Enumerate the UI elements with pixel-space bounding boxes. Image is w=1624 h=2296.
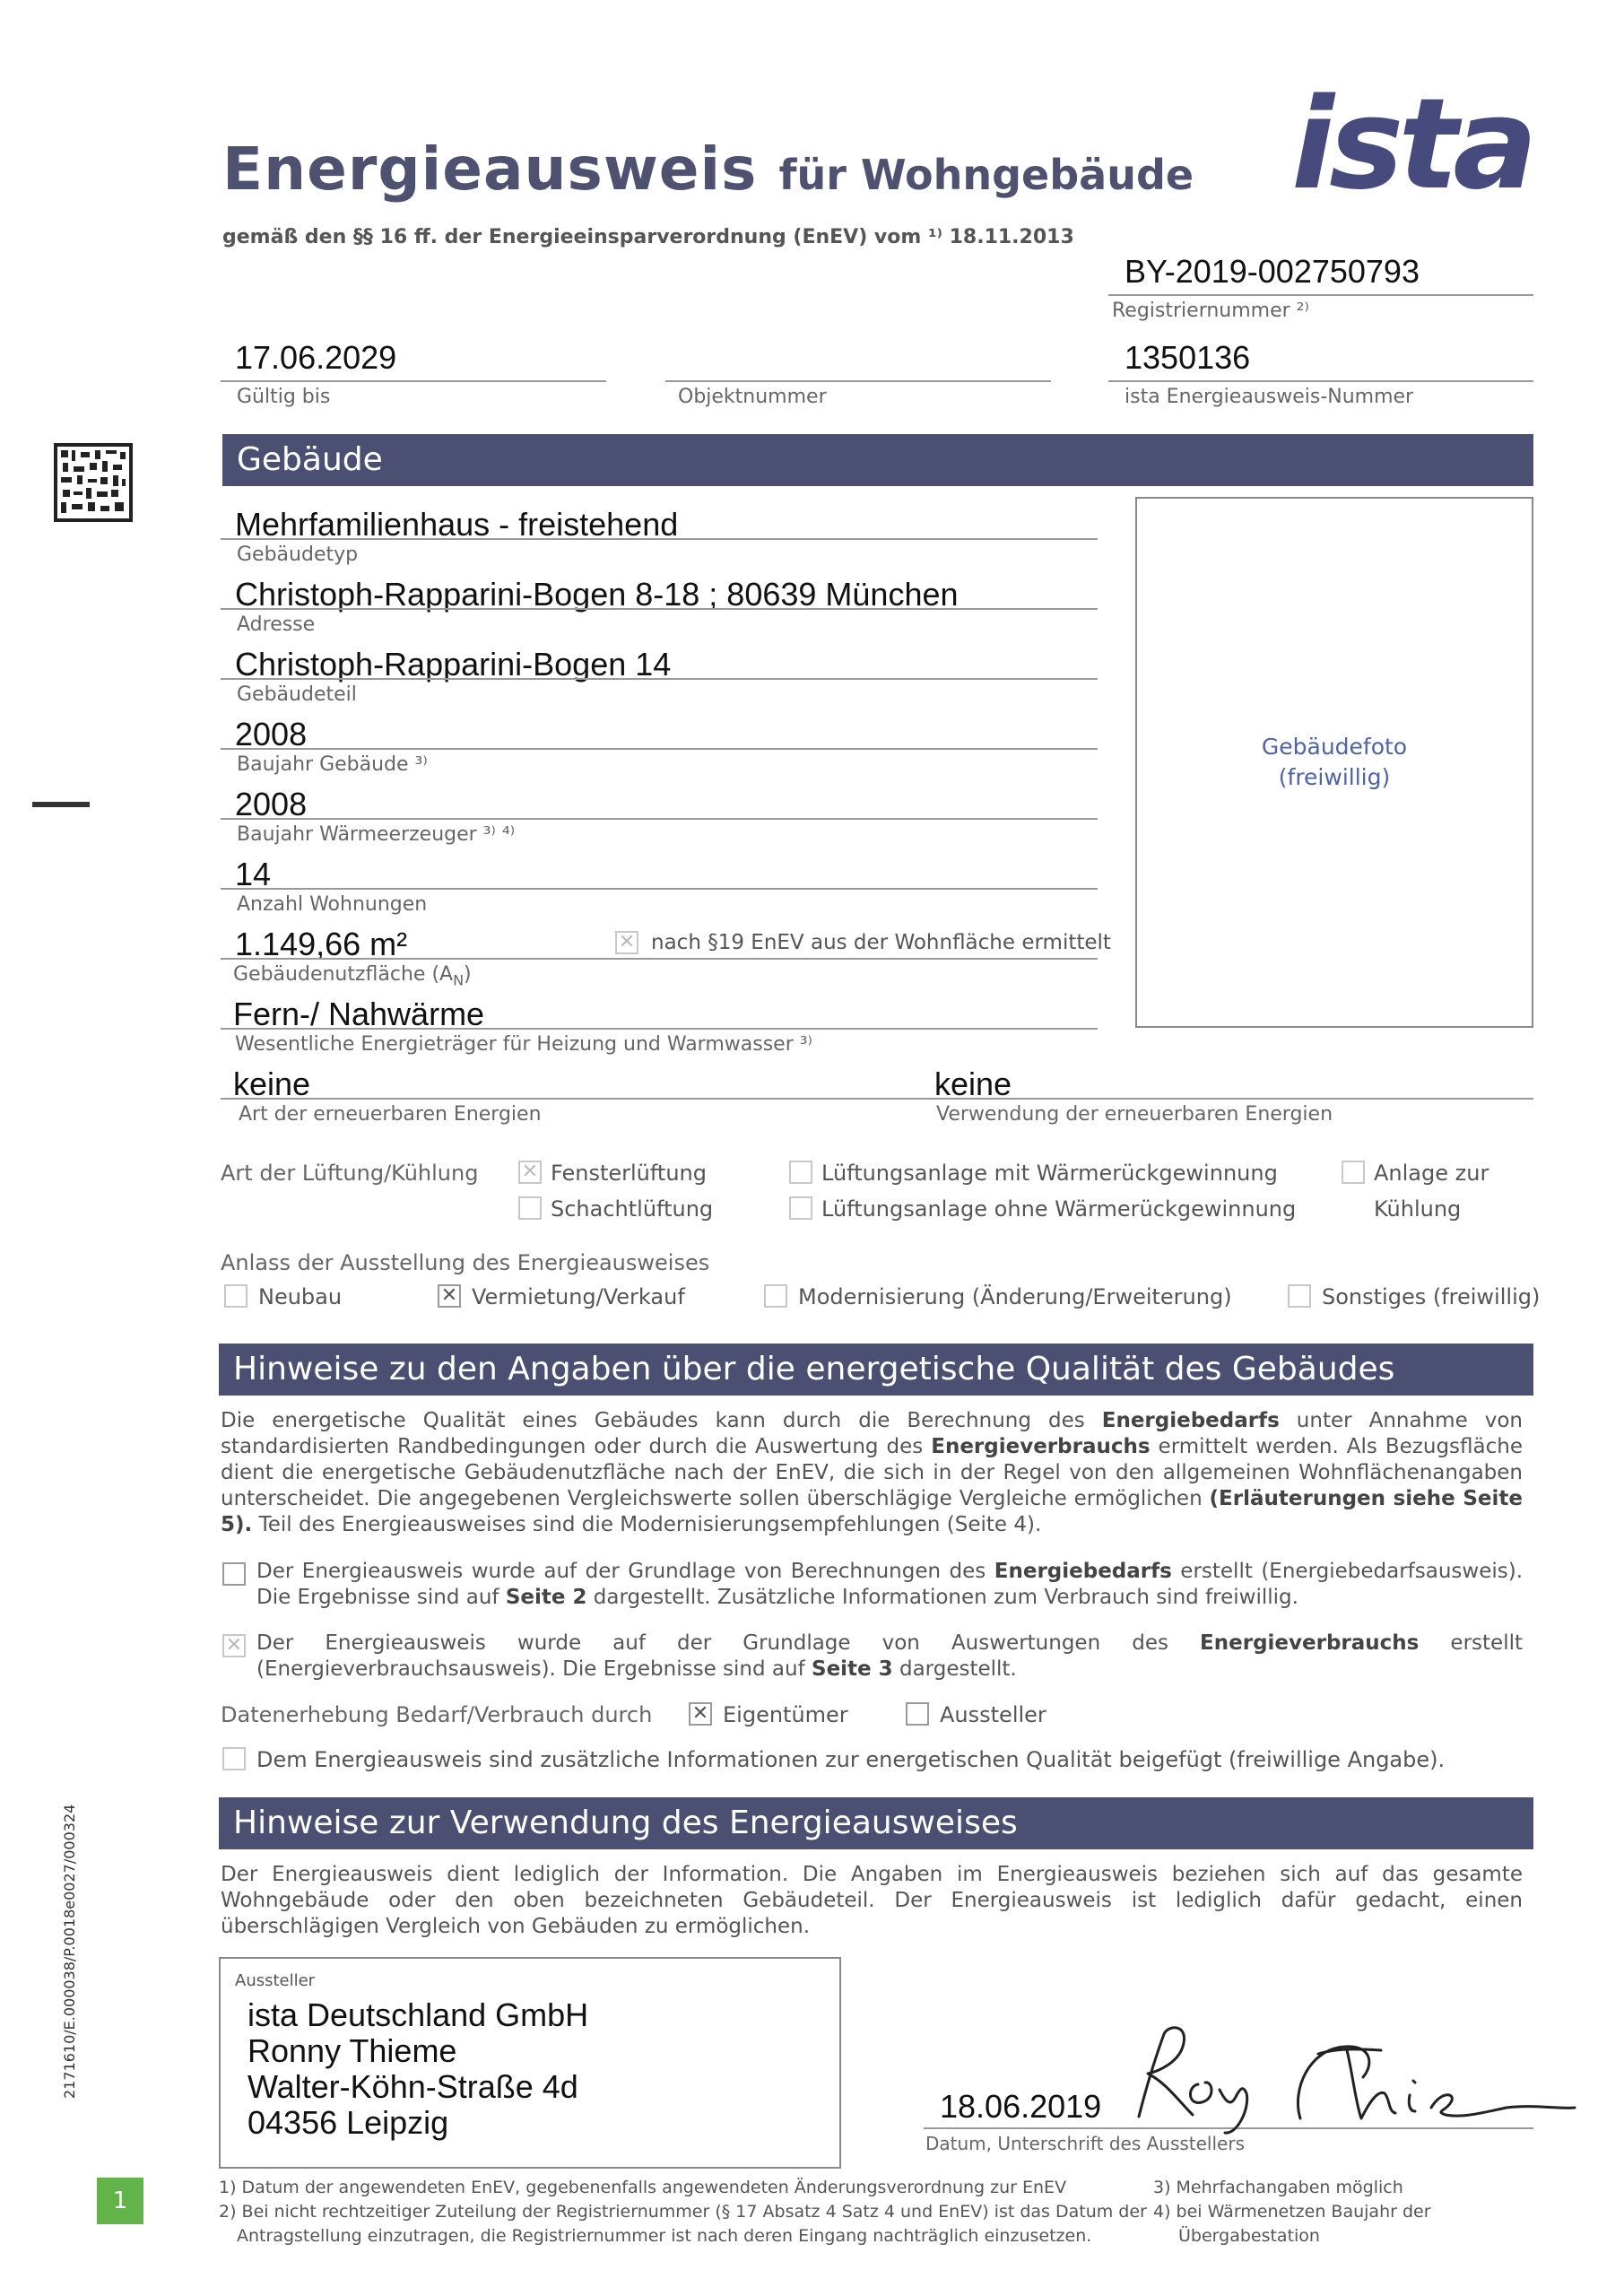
divider bbox=[221, 888, 1098, 890]
year-heater-label: Baujahr Wärmeerzeuger ³⁾ ⁴⁾ bbox=[237, 823, 516, 846]
modernisation-label: Modernisierung (Änderung/Erweiterung) bbox=[798, 1284, 1232, 1309]
registration-label: Registriernummer ²⁾ bbox=[1112, 300, 1309, 322]
apartment-count-label: Anzahl Wohnungen bbox=[237, 893, 428, 916]
divider bbox=[221, 380, 606, 382]
renewable-type-label: Art der erneuerbaren Energien bbox=[239, 1103, 542, 1126]
divider bbox=[1108, 380, 1533, 382]
document-title: Energieausweis für Wohngebäude bbox=[222, 135, 1194, 204]
divider bbox=[221, 818, 1098, 820]
checkbox-modernisation[interactable] bbox=[764, 1284, 787, 1308]
checkbox-shaft-ventilation[interactable] bbox=[518, 1196, 542, 1220]
checkbox-cooling[interactable] bbox=[1342, 1161, 1365, 1184]
demand-certificate-text: Der Energieausweis wurde auf der Grundlage von Berechnungen des Energiebedarfs erstellt (Energiebedarfsausweis). Die Ergebnisse sind auf Seite 2 dargestellt. Zusätzliche Informationen zum Verbrauch sind freiwillig. bbox=[256, 1560, 1524, 1609]
footnote-1: 1) Datum der angewendeten EnEV, gegebenenfalls angewendeten Änderungsverordnung zur EnEV bbox=[219, 2178, 1067, 2197]
issuer-box-label: Aussteller bbox=[235, 1971, 316, 1990]
year-built: 2008 bbox=[235, 716, 308, 752]
building-type-label: Gebäudetyp bbox=[237, 544, 359, 566]
shaft-ventilation-label: Schachtlüftung bbox=[551, 1196, 714, 1222]
renewable-use: keine bbox=[934, 1065, 1012, 1102]
renewable-use-label: Verwendung der erneuerbaren Energien bbox=[936, 1103, 1333, 1126]
year-heater: 2008 bbox=[235, 786, 308, 822]
law-reference: gemäß den §§ 16 ff. der Energieeinsparverordnung (EnEV) vom ¹⁾ 18.11.2013 bbox=[222, 226, 1074, 248]
document-title-suffix: für Wohngebäude bbox=[778, 151, 1194, 199]
owner-label: Eigentümer bbox=[723, 1702, 848, 1727]
divider bbox=[221, 678, 1098, 680]
divider bbox=[665, 380, 1051, 382]
building-part: Christoph-Rapparini-Bogen 14 bbox=[235, 646, 672, 683]
registration-number: BY-2019-002750793 bbox=[1125, 253, 1420, 290]
cooling-label-1: Anlage zur bbox=[1374, 1161, 1489, 1186]
checkbox-ventilation-without-recovery[interactable] bbox=[789, 1196, 812, 1220]
issue-date: 18.06.2019 bbox=[940, 2088, 1102, 2125]
signature-icon bbox=[1112, 2018, 1578, 2144]
area-checkbox[interactable]: ✕ bbox=[615, 931, 638, 954]
ventilation-label: Art der Lüftung/Kühlung bbox=[221, 1161, 479, 1186]
building-address-label: Adresse bbox=[237, 613, 316, 636]
building-address: Christoph-Rapparini-Bogen 8-18 ; 80639 München bbox=[235, 576, 959, 613]
checkbox-issuer[interactable] bbox=[906, 1702, 929, 1726]
apartment-count: 14 bbox=[235, 856, 272, 892]
other-label: Sonstiges (freiwillig) bbox=[1322, 1284, 1541, 1309]
checkbox-rent-sale[interactable]: ✕ bbox=[438, 1284, 461, 1308]
object-number-label: Objektnummer bbox=[678, 386, 827, 408]
divider bbox=[221, 608, 1098, 610]
divider bbox=[221, 958, 1098, 960]
energy-carrier-label: Wesentliche Energieträger für Heizung und Warmwasser ³⁾ bbox=[235, 1033, 812, 1056]
new-building-label: Neubau bbox=[258, 1284, 343, 1309]
consumption-certificate-text: Der Energieausweis wurde auf der Grundlage von Auswertungen des Energieverbrauchs erstellt (Energieverbrauchsausweis). Die Ergebnisse sind auf Seite 3 dargestellt. bbox=[256, 1631, 1523, 1681]
divider bbox=[221, 1098, 1533, 1100]
section-header-usage: Hinweise zur Verwendung des Energieausweises bbox=[219, 1797, 1533, 1849]
rent-sale-label: Vermietung/Verkauf bbox=[472, 1284, 685, 1309]
checkbox-window-ventilation[interactable]: ✕ bbox=[518, 1161, 542, 1184]
checkbox-owner[interactable]: ✕ bbox=[689, 1702, 712, 1726]
energy-carrier: Fern-/ Nahwärme bbox=[233, 996, 485, 1032]
checkbox-extra-info[interactable] bbox=[222, 1747, 246, 1770]
footnote-4a: 4) bei Wärmenetzen Baujahr der bbox=[1153, 2202, 1431, 2222]
building-part-label: Gebäudeteil bbox=[237, 683, 357, 706]
ista-logo: ista bbox=[1291, 72, 1533, 218]
footnote-2a: 2) Bei nicht rechtzeitiger Zuteilung der Registriernummer (§ 17 Absatz 4 Satz 4 und EnEV) ist das Datum der bbox=[219, 2202, 1147, 2222]
page-number-badge: 1 bbox=[97, 2178, 143, 2224]
footnote-2b: Antragstellung einzutragen, die Registriernummer ist nach deren Eingang nachträglich einzusetzen. bbox=[237, 2226, 1092, 2246]
footnote-4b: Übergabestation bbox=[1178, 2226, 1320, 2246]
scan-mark bbox=[32, 802, 90, 807]
notes-intro-paragraph: Die energetische Qualität eines Gebäudes kann durch die Berechnung des Energiebedarfs unter Annahme von standardisierten Randbedingungen oder durch die Auswertung des Energieverbrauchs ermittelt werden. Als Bezugsfläche dient die energetische Gebäudenutzfläche nach der EnEV, die sich in der Regel von den allgemeinen Wohnflächenangaben unterscheidet. Die angegebenen Vergleichswerte sollen überschlägige Vergleiche ermöglichen (Erläuterungen siehe Seite 5). Teil des Energieausweises sind die Modernisierungsempfehlungen (Seite 4). bbox=[221, 1409, 1523, 1536]
valid-until-label: Gültig bis bbox=[237, 386, 331, 408]
area-note: nach §19 EnEV aus der Wohnfläche ermittelt bbox=[651, 931, 1111, 954]
vertical-document-code: 2171610/E.000038/P.0018e0027/000324 bbox=[61, 1804, 78, 2099]
checkbox-other[interactable] bbox=[1288, 1284, 1311, 1308]
year-built-label: Baujahr Gebäude ³⁾ bbox=[237, 753, 428, 776]
usable-area: 1.149,66 m² bbox=[235, 926, 408, 962]
occasion-label: Anlass der Ausstellung des Energieausweises bbox=[221, 1250, 710, 1275]
building-photo-label: Gebäudefoto (freiwillig) bbox=[1261, 734, 1408, 790]
matrix-code-icon bbox=[54, 443, 133, 522]
issuer-city: 04356 Leipzig bbox=[248, 2104, 449, 2141]
issuer-company: ista Deutschland GmbH bbox=[248, 1996, 589, 2033]
issuer-street: Walter-Köhn-Straße 4d bbox=[248, 2068, 578, 2105]
cooling-label-2: Kühlung bbox=[1374, 1196, 1462, 1222]
valid-until: 17.06.2029 bbox=[235, 339, 397, 376]
checkbox-ventilation-with-recovery[interactable] bbox=[789, 1161, 812, 1184]
ventilation-with-recovery-label: Lüftungsanlage mit Wärmerückgewinnung bbox=[821, 1161, 1278, 1186]
usable-area-label: Gebäudenutzfläche $(A_N)$ bbox=[233, 963, 472, 989]
footnote-3: 3) Mehrfachangaben möglich bbox=[1153, 2178, 1403, 2197]
section-header-notes: Hinweise zu den Angaben über die energetische Qualität des Gebäudes bbox=[219, 1344, 1533, 1396]
divider bbox=[1108, 294, 1533, 296]
ista-number: 1350136 bbox=[1125, 339, 1251, 376]
issuer-person: Ronny Thieme bbox=[248, 2032, 457, 2069]
section-header-building: Gebäude bbox=[222, 434, 1533, 486]
issue-date-label: Datum, Unterschrift des Ausstellers bbox=[925, 2133, 1245, 2154]
divider bbox=[221, 1028, 1098, 1030]
divider bbox=[221, 538, 1098, 540]
ventilation-without-recovery-label: Lüftungsanlage ohne Wärmerückgewinnung bbox=[821, 1196, 1297, 1222]
checkbox-demand-certificate[interactable] bbox=[222, 1562, 246, 1586]
divider bbox=[221, 748, 1098, 750]
renewable-type: keine bbox=[233, 1065, 311, 1102]
building-type: Mehrfamilienhaus - freistehend bbox=[235, 506, 679, 543]
checkbox-new-building[interactable] bbox=[224, 1284, 248, 1308]
checkbox-consumption-certificate[interactable]: ✕ bbox=[222, 1634, 246, 1657]
issuer-option-label: Aussteller bbox=[940, 1702, 1046, 1727]
usage-paragraph: Der Energieausweis dient lediglich der Information. Die Angaben im Energieausweis beziehen sich auf das gesamte Wohngebäude oder den oben bezeichneten Gebäudeteil. Der Energieausweis ist lediglich dafür gedacht, einen überschlägigen Vergleich von Gebäuden zu ermöglichen. bbox=[221, 1863, 1523, 1938]
window-ventilation-label: Fensterlüftung bbox=[551, 1161, 707, 1186]
ista-number-label: ista Energieausweis-Nummer bbox=[1125, 386, 1414, 408]
data-collection-label: Datenerhebung Bedarf/Verbrauch durch bbox=[221, 1702, 653, 1727]
extra-info-label: Dem Energieausweis sind zusätzliche Informationen zur energetischen Qualität beigefügt (freiwillige Angabe). bbox=[256, 1747, 1446, 1772]
